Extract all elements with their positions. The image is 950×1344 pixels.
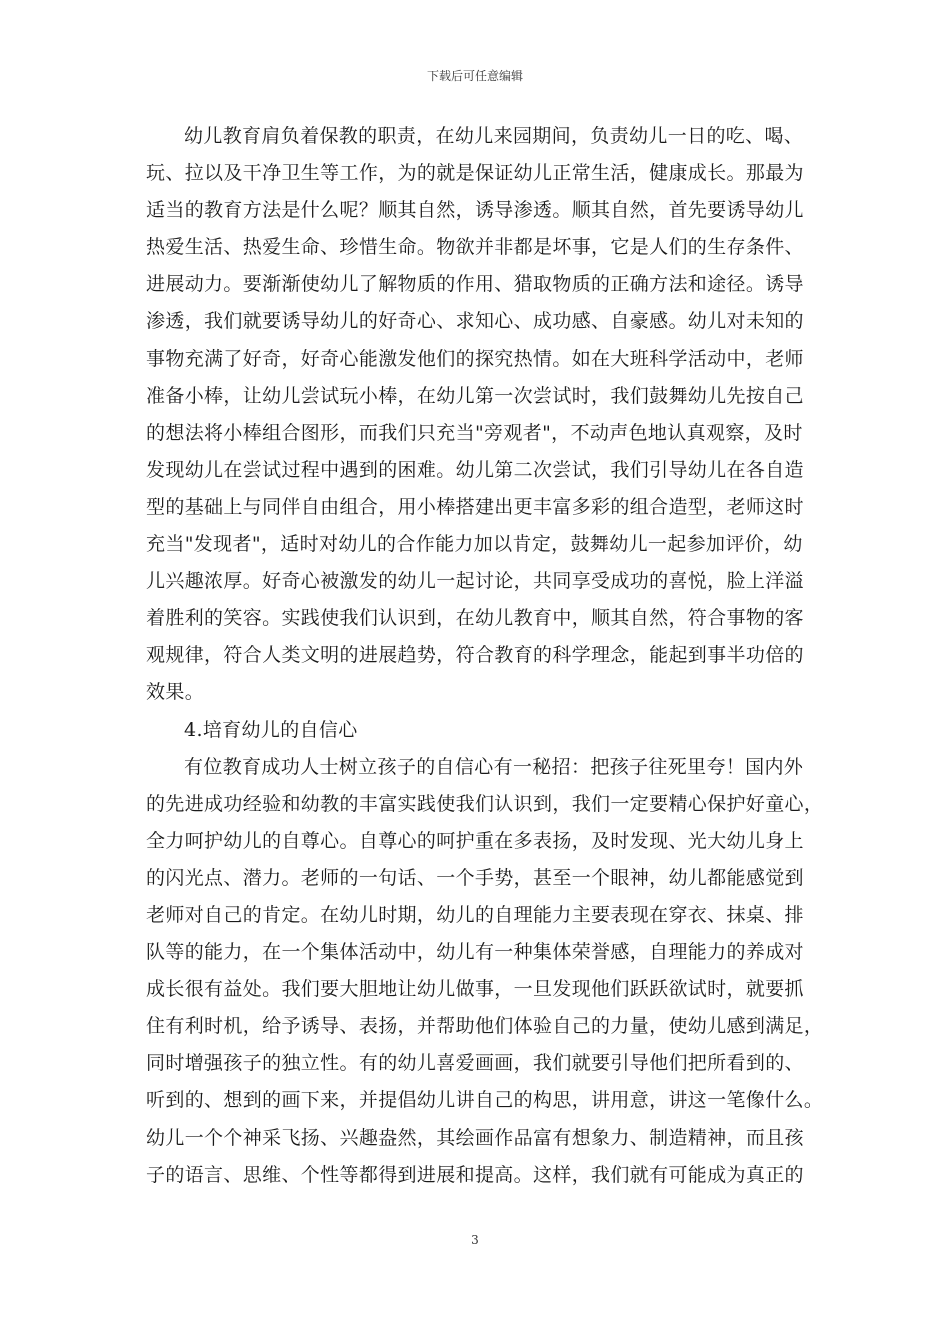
paragraph-line: 幼儿教育肩负着保教的职责，在幼儿来园期间，负责幼儿一日的吃、喝、	[184, 125, 804, 147]
paragraph-line: 事物充满了好奇，好奇心能激发他们的探究热情。如在大班科学活动中，老师	[146, 347, 804, 370]
paragraph-line: 发现幼儿在尝试过程中遇到的困难。幼儿第二次尝试，我们引导幼儿在各自造	[146, 458, 804, 481]
paragraph-line: 幼儿一个个神采飞扬、兴趣盎然，其绘画作品富有想象力、制造精神，而且孩	[146, 1126, 804, 1149]
paragraph-line: 队等的能力，在一个集体活动中，幼儿有一种集体荣誉感，自理能力的养成对	[146, 941, 804, 964]
paragraph-line: 观规律，符合人类文明的进展趋势，符合教育的科学理念，能起到事半功倍的	[146, 644, 804, 667]
paragraph-line: 老师对自己的肯定。在幼儿时期，幼儿的自理能力主要表现在穿衣、抹桌、排	[146, 903, 804, 926]
paragraph-line: 准备小棒，让幼儿尝试玩小棒，在幼儿第一次尝试时，我们鼓舞幼儿先按自己	[146, 384, 804, 407]
paragraph-line: 住有利时机，给予诱导、表扬，并帮助他们体验自己的力量，使幼儿感到满足，	[146, 1015, 824, 1038]
paragraph-line: 充当"发现者"，适时对幼儿的合作能力加以肯定，鼓舞幼儿一起参加评价，幼	[146, 533, 803, 556]
paragraph-line: 儿兴趣浓厚。好奇心被激发的幼儿一起讨论，共同享受成功的喜悦，脸上洋溢	[146, 570, 804, 593]
paragraph-line: 的想法将小棒组合图形，而我们只充当"旁观者"，不动声色地认真观察，及时	[146, 421, 803, 444]
paragraph-line: 效果。	[146, 681, 205, 704]
paragraph-line: 的先进成功经验和幼教的丰富实践使我们认识到，我们一定要精心保护好童心，	[146, 792, 824, 815]
paragraph-line: 着胜利的笑容。实践使我们认识到，在幼儿教育中，顺其自然，符合事物的客	[146, 607, 804, 630]
paragraph-line: 适当的教育方法是什么呢？顺其自然，诱导渗透。顺其自然，首先要诱导幼儿	[146, 199, 804, 222]
paragraph-line: 全力呵护幼儿的自尊心。自尊心的呵护重在多表扬，及时发现、光大幼儿身上	[146, 829, 804, 852]
page-header: 下载后可任意编辑	[426, 69, 523, 83]
paragraph-line: 同时增强孩子的独立性。有的幼儿喜爱画画，我们就要引导他们把所看到的、	[146, 1052, 804, 1075]
paragraph-line: 进展动力。要渐渐使幼儿了解物质的作用、猎取物质的正确方法和途径。诱导	[146, 273, 804, 296]
paragraph-line: 渗透，我们就要诱导幼儿的好奇心、求知心、成功感、自豪感。幼儿对未知的	[146, 310, 804, 333]
paragraph-line: 玩、拉以及干净卫生等工作，为的就是保证幼儿正常生活，健康成长。那最为	[146, 162, 804, 185]
body-text	[146, 118, 824, 1194]
paragraph-line: 听到的、想到的画下来，并提倡幼儿讲自己的构思，讲用意，讲这一笔像什么。	[146, 1089, 824, 1112]
paragraph-line: 热爱生活、热爱生命、珍惜生命。物欲并非都是坏事，它是人们的生存条件、	[146, 236, 804, 259]
page-number: 3	[471, 1233, 479, 1247]
section-heading: 4.培育幼儿的自信心	[184, 718, 358, 741]
paragraph-line: 有位教育成功人士树立孩子的自信心有一秘招：把孩子往死里夸！国内外	[184, 755, 804, 778]
paragraph-line: 子的语言、思维、个性等都得到进展和提高。这样，我们就有可能成为真正的	[146, 1163, 804, 1186]
paragraph-line: 的闪光点、潜力。老师的一句话、一个手势，甚至一个眼神，幼儿都能感觉到	[146, 866, 804, 889]
paragraph-line: 成长很有益处。我们要大胆地让幼儿做事，一旦发现他们跃跃欲试时，就要抓	[146, 978, 804, 1001]
paragraph-line: 型的基础上与同伴自由组合，用小棒搭建出更丰富多彩的组合造型，老师这时	[146, 495, 804, 518]
